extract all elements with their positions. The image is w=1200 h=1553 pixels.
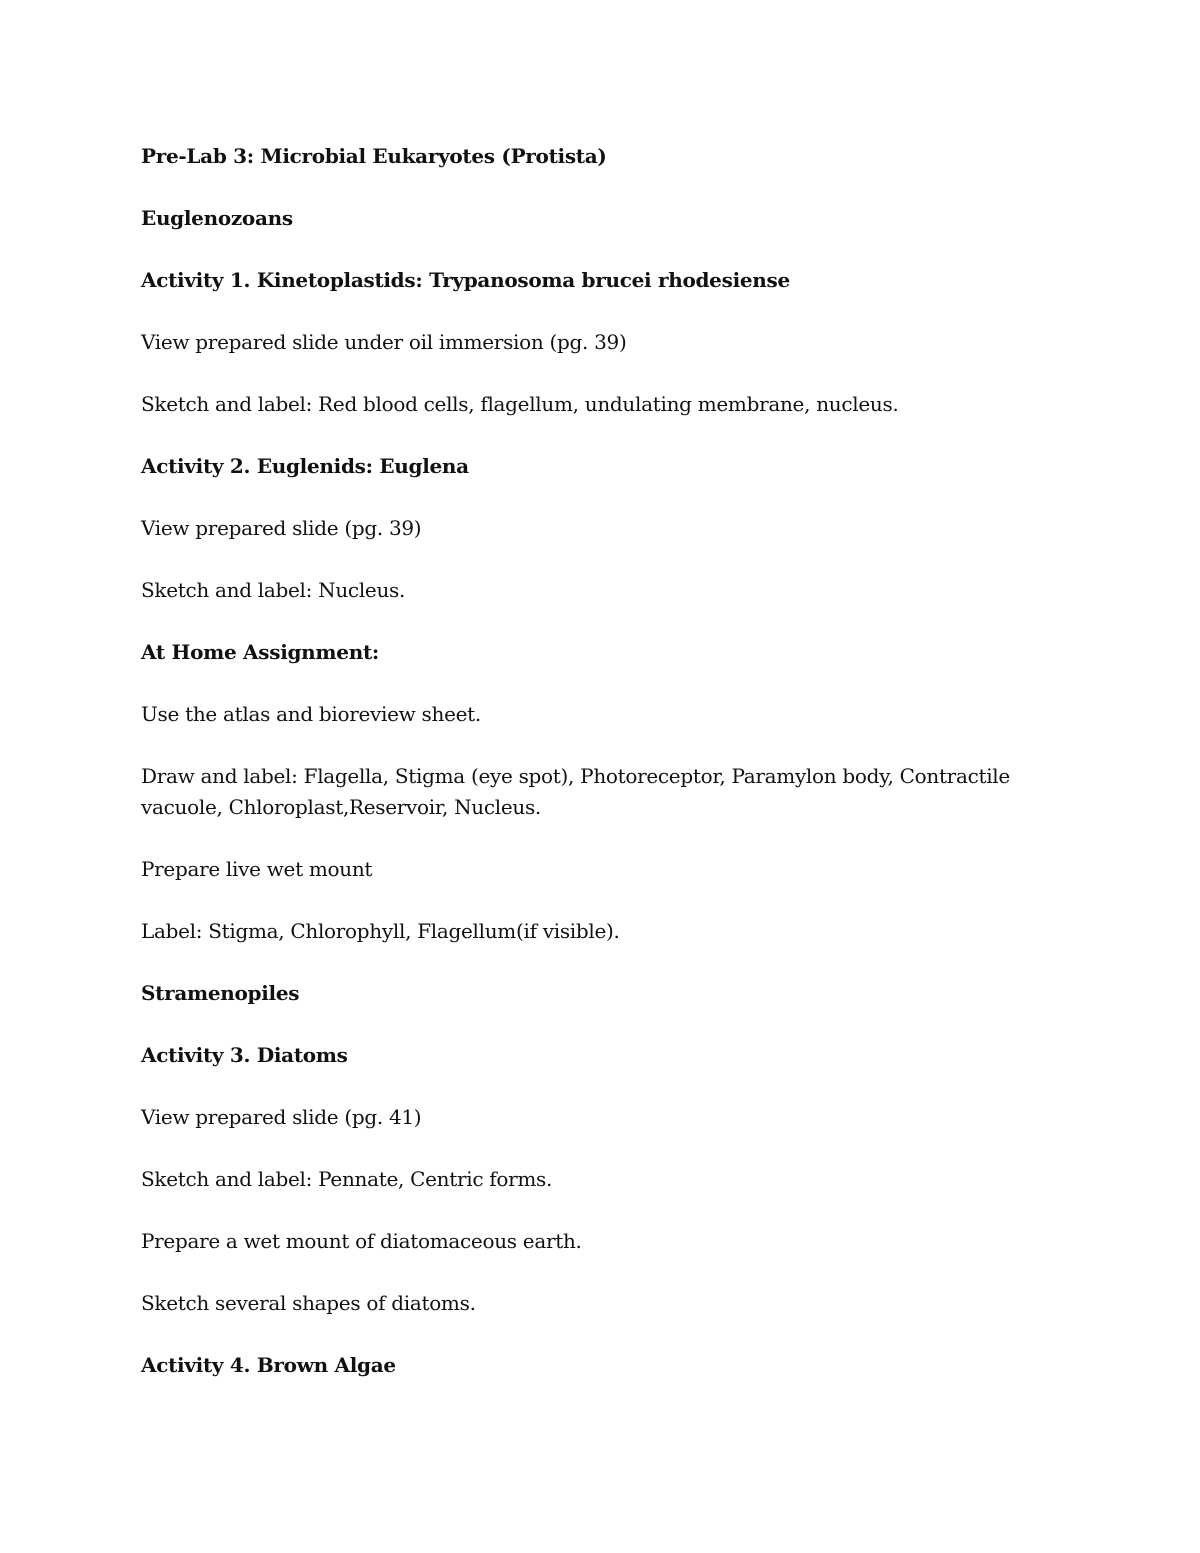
- activity2-view-instruction: View prepared slide (pg. 39): [141, 516, 422, 540]
- home-assignment-heading: At Home Assignment:: [141, 640, 379, 664]
- activity1-view-instruction: View prepared slide under oil immersion (pg. 39): [141, 330, 627, 354]
- activity1-heading: Activity 1. Kinetoplastids: Trypanosoma brucei rhodesiense: [141, 268, 790, 292]
- page-title: Pre-Lab 3: Microbial Eukaryotes (Protista): [141, 144, 607, 168]
- activity3-sketch-instruction: Sketch and label: Pennate, Centric forms.: [141, 1167, 553, 1191]
- activity2-heading: Activity 2. Euglenids: Euglena: [141, 454, 469, 478]
- activity3-view-instruction: View prepared slide (pg. 41): [141, 1105, 422, 1129]
- activity3-heading: Activity 3. Diatoms: [141, 1043, 348, 1067]
- activity3-prepare-instruction: Prepare a wet mount of diatomaceous earth.: [141, 1229, 582, 1253]
- home-assignment-draw-instruction-line1: Draw and label: Flagella, Stigma (eye spot), Photoreceptor, Paramylon body, Contractile: [141, 764, 1010, 788]
- home-assignment-draw-instruction-line2: vacuole, Chloroplast,Reservoir, Nucleus.: [141, 795, 541, 819]
- section-heading-euglenozoans: Euglenozoans: [141, 206, 293, 230]
- home-assignment-label-instruction: Label: Stigma, Chlorophyll, Flagellum(if visible).: [141, 919, 620, 943]
- section-heading-stramenopiles: Stramenopiles: [141, 981, 300, 1005]
- activity1-sketch-instruction: Sketch and label: Red blood cells, flagellum, undulating membrane, nucleus.: [141, 392, 899, 416]
- activity3-sketch-shapes-instruction: Sketch several shapes of diatoms.: [141, 1291, 476, 1315]
- activity4-heading: Activity 4. Brown Algae: [141, 1353, 396, 1377]
- activity2-sketch-instruction: Sketch and label: Nucleus.: [141, 578, 406, 602]
- home-assignment-prepare-instruction: Prepare live wet mount: [141, 857, 373, 881]
- home-assignment-use-instruction: Use the atlas and bioreview sheet.: [141, 702, 481, 726]
